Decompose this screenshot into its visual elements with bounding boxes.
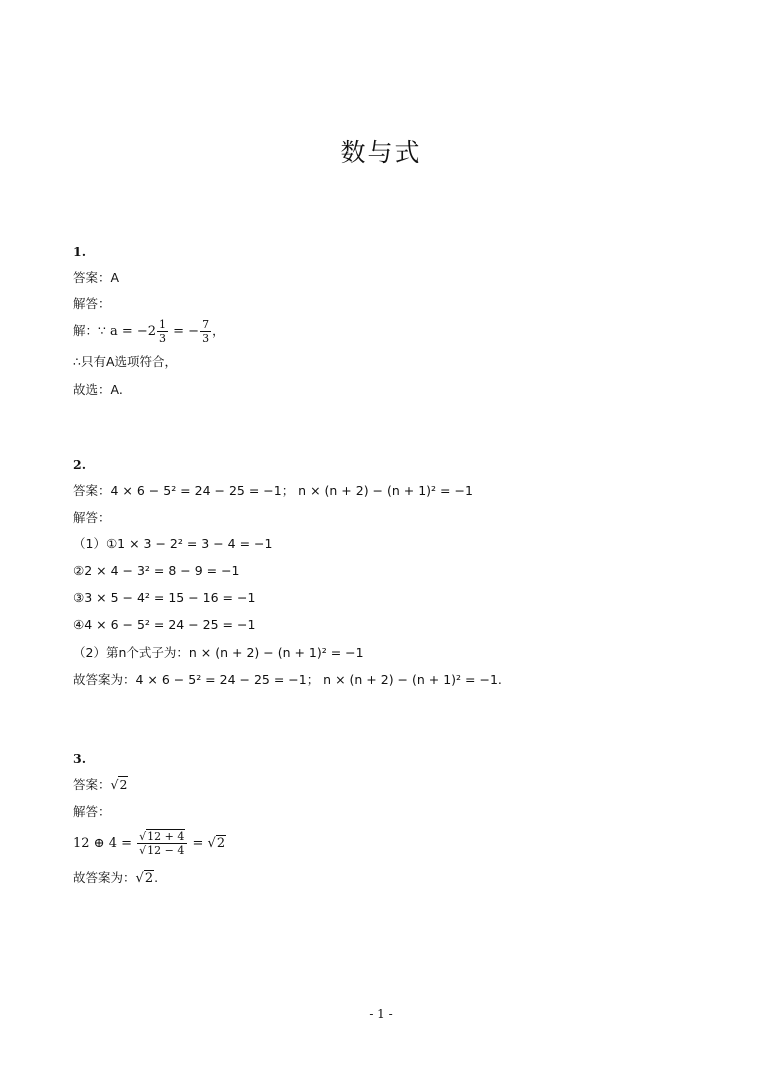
q2-number: 2. bbox=[73, 457, 87, 472]
q3-expr-eq: = bbox=[188, 836, 208, 851]
q1-analysis-label: 解答： bbox=[73, 296, 111, 311]
q2-analysis-label: 解答： bbox=[73, 510, 111, 525]
q3-frac-denominator: √12 − 4 bbox=[139, 844, 185, 857]
q3-expr-sqrt: √2 bbox=[207, 836, 226, 851]
q3-numerator-radicand: 12 + 4 bbox=[147, 830, 185, 843]
page-number: - 1 - bbox=[369, 1007, 393, 1021]
q3-answer-radicand: 2 bbox=[119, 777, 128, 792]
q1-conclusion: ∴只有A选项符合， bbox=[73, 354, 178, 369]
q3-answer-sqrt: √2 bbox=[110, 777, 128, 792]
q3-frac bbox=[137, 830, 187, 857]
q2-step-1: （1）①1 × 3 − 2² = 3 − 4 = −1 bbox=[73, 536, 273, 551]
q1-answer: 答案：A bbox=[73, 270, 120, 285]
q2-step-2: ②2 × 4 − 3² = 8 − 9 = −1 bbox=[73, 563, 240, 578]
q2-final: 故答案为：4 × 6 − 5² = 24 − 25 = −1； n × (n + 2) − (n + 1)² = −1. bbox=[73, 672, 502, 687]
q3-frac-numerator: √12 + 4 bbox=[137, 830, 187, 844]
q3-final-sqrt: √2 bbox=[135, 871, 154, 886]
q1-solution bbox=[73, 316, 225, 347]
q3-final-radicand: 2 bbox=[144, 871, 154, 886]
q3-final-prefix: 故答案为： bbox=[73, 870, 136, 885]
q1-choose: 故选：A. bbox=[73, 382, 123, 397]
q3-expr-radicand: 2 bbox=[216, 836, 226, 851]
q1-frac-1-numerator: 1 bbox=[159, 318, 167, 331]
q3-final bbox=[73, 870, 158, 887]
q3-number: 3. bbox=[73, 751, 87, 766]
q2-step-4: ④4 × 6 − 5² = 24 − 25 = −1 bbox=[73, 617, 256, 632]
q1-frac-1-denominator: 3 bbox=[159, 332, 167, 345]
q1-sol-end: ， bbox=[212, 323, 225, 338]
q1-sol-mid: = − bbox=[169, 324, 200, 339]
q1-sol-expr-a: a = −2 bbox=[109, 324, 157, 339]
q2-step-3: ③3 × 5 − 4² = 15 − 16 = −1 bbox=[73, 590, 256, 605]
q3-expression bbox=[73, 826, 226, 861]
q3-denominator-radicand: 12 − 4 bbox=[147, 844, 185, 857]
q1-frac-1 bbox=[157, 318, 168, 345]
q1-number: 1. bbox=[73, 244, 87, 259]
q2-answer: 答案：4 × 6 − 5² = 24 − 25 = −1； n × (n + 2) − (n + 1)² = −1 bbox=[73, 483, 473, 498]
q2-step-5: （2）第n个式子为：n × (n + 2) − (n + 1)² = −1 bbox=[73, 645, 364, 660]
q3-final-end: . bbox=[154, 870, 159, 885]
q3-answer-prefix: 答案： bbox=[73, 777, 111, 792]
page-title: 数与式 bbox=[340, 138, 422, 167]
q1-frac-2-numerator: 7 bbox=[202, 318, 210, 331]
q1-sol-prefix: 解：∵ bbox=[73, 323, 110, 338]
q1-frac-2-denominator: 3 bbox=[202, 332, 210, 345]
q3-analysis-label: 解答： bbox=[73, 804, 111, 819]
q1-frac-2 bbox=[200, 318, 211, 345]
q3-answer bbox=[73, 777, 128, 793]
q3-expr-lhs: 12 ⊕ 4 = bbox=[73, 836, 137, 851]
